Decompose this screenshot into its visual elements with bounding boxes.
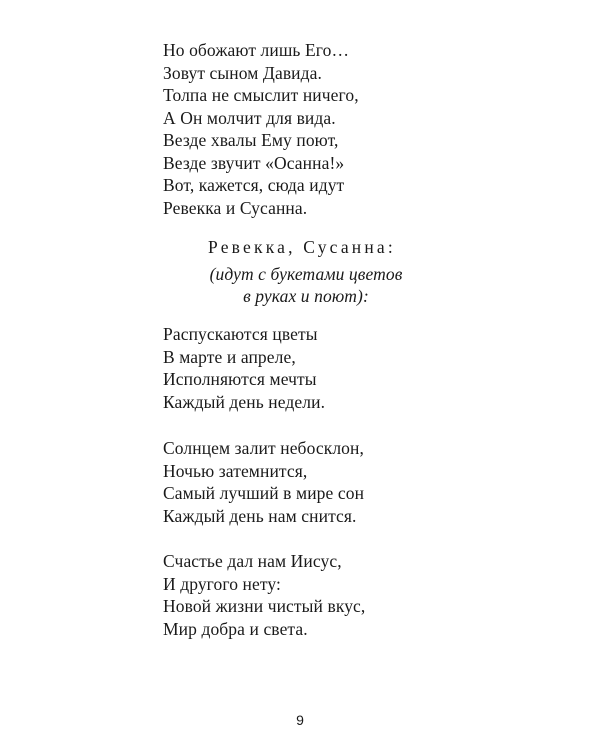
stage-direction bbox=[0, 263, 600, 307]
verse-line: Исполняются мечты bbox=[163, 369, 317, 389]
verse-line: Каждый день недели. bbox=[163, 391, 326, 412]
verse-line: Толпа не смыслит ничего, bbox=[163, 85, 359, 105]
verse-line: Новой жизни чистый вкус, bbox=[163, 596, 366, 616]
verse-line: Ночью затемнится, bbox=[163, 460, 308, 481]
verse-line: И другого нету: bbox=[163, 573, 281, 594]
verse-line: Везде звучит «Осанна!» bbox=[163, 152, 345, 173]
verse-line: Солнцем залит небосклон, bbox=[163, 438, 364, 458]
speaker-names: Ревекка, Сусанна: bbox=[208, 237, 396, 257]
verse-line: Зовут сыном Давида. bbox=[163, 62, 322, 83]
verse-line: Самый лучший в мире сон bbox=[163, 483, 365, 503]
verse-line: Каждый день нам снится. bbox=[163, 505, 357, 526]
verse-line: Счастье дал нам Иисус, bbox=[163, 551, 342, 571]
stanza-song-2 bbox=[163, 437, 364, 527]
verse-line: Вот, кажется, сюда идут bbox=[163, 175, 345, 195]
verse-line: Но обожают лишь Его… bbox=[163, 40, 350, 60]
stage-direction-line: (идут с букетами цветов bbox=[209, 264, 403, 284]
verse-line: А Он молчит для вида. bbox=[163, 107, 336, 128]
verse-line: Распускаются цветы bbox=[163, 324, 318, 344]
verse-line: Мир добра и света. bbox=[163, 618, 308, 639]
verse-line: В марте и апреле, bbox=[163, 346, 296, 367]
page-number: 9 bbox=[296, 712, 304, 728]
stanza-song-1 bbox=[163, 323, 325, 413]
verse-line: Ревекка и Сусанна. bbox=[163, 197, 308, 218]
verse-line: Везде хвалы Ему поют, bbox=[163, 130, 339, 150]
stanza-narration bbox=[163, 39, 359, 219]
stage-direction-line: в руках и поют): bbox=[243, 286, 369, 306]
stanza-song-3 bbox=[163, 550, 365, 640]
